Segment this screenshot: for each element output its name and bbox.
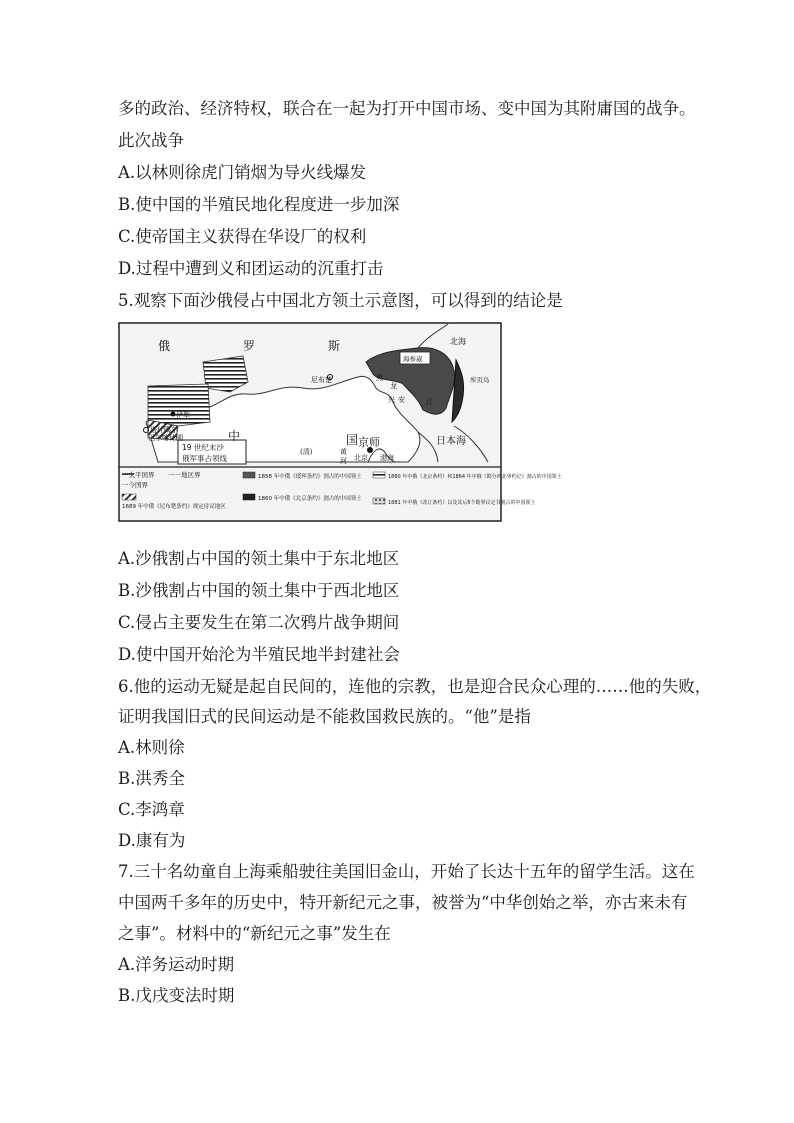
svg-text:一一地区界: 一一地区界 bbox=[168, 471, 201, 479]
map-label: 巴尔喀什湖 bbox=[148, 434, 183, 442]
map-label: 河 bbox=[340, 457, 347, 465]
option-d: D.使中国开始沦为半殖民地半封建社会 bbox=[118, 645, 400, 664]
map-label: 江 bbox=[426, 398, 433, 406]
svg-text:1689 年中俄《尼布楚条约》规定待议地区: 1689 年中俄《尼布楚条约》规定待议地区 bbox=[122, 504, 226, 510]
svg-text:1881 年中俄《改订条约》以及其后5个勘界议定书割占的中国: 1881 年中俄《改订条约》以及其后5个勘界议定书割占的中国领土 bbox=[388, 500, 536, 506]
map-label: 塔什噶尔 bbox=[150, 426, 178, 434]
map-label: 19 世纪末沙 bbox=[182, 443, 224, 452]
question-7: 7.三十名幼童自上海乘船驶往美国旧金山，开始了长达十五年的留学生活。这在 bbox=[118, 862, 695, 881]
option-a: A.沙俄割占中国的领土集中于东北地区 bbox=[118, 549, 400, 568]
map-label: 黑 bbox=[376, 374, 383, 382]
map-label: 黄 bbox=[340, 448, 347, 456]
option-a: A.以林则徐虎门销烟为导火线爆发 bbox=[118, 163, 367, 182]
svg-text:1860 年中俄《北京条约》和1864 年中俄《勘分西北界约: 1860 年中俄《北京条约》和1864 年中俄《勘分西北界约记》割占的中国领土 bbox=[388, 474, 562, 480]
option-b: B.洪秀全 bbox=[118, 769, 185, 788]
option-a: A.洋务运动时期 bbox=[118, 955, 235, 974]
map-label: 海参崴 bbox=[403, 355, 423, 363]
svg-text:1860 年中俄《北京条约》割占的中国领土: 1860 年中俄《北京条约》割占的中国领土 bbox=[258, 496, 362, 502]
option-d: D.过程中遭到义和团运动的沉重打击 bbox=[118, 259, 384, 278]
text-line: 中国两千多年的历史中，特开新纪元之事，被誉为“中华创始之举，亦古来未有 bbox=[118, 893, 688, 912]
map-label: 日本海 bbox=[436, 436, 466, 447]
question-5: 5.观察下面沙俄侵占中国北方领土示意图，可以得到的结论是 bbox=[118, 291, 563, 310]
map-label: 库页岛 bbox=[470, 376, 490, 384]
option-b: B.戊戌变法时期 bbox=[118, 986, 235, 1005]
text-line: 此次战争 bbox=[118, 131, 184, 150]
svg-text:一太平国界: 一太平国界 bbox=[122, 471, 155, 479]
map-label: 俄 bbox=[158, 339, 171, 353]
map-label: 渤海 bbox=[380, 454, 394, 462]
option-b: B.沙俄割占中国的领土集中于西北地区 bbox=[118, 581, 400, 600]
map-label: (清) bbox=[300, 448, 313, 456]
option-c: C.使帝国主义获得在华设厂的权利 bbox=[118, 227, 367, 246]
svg-text:1858 年中俄《瑷珲条约》割占的中国领土: 1858 年中俄《瑷珲条约》割占的中国领土 bbox=[258, 474, 362, 480]
map-label: 北京 bbox=[354, 454, 368, 462]
svg-text:一今国界: 一今国界 bbox=[122, 481, 148, 489]
option-d: D.康有为 bbox=[118, 831, 186, 850]
option-c: C.李鸿章 bbox=[118, 800, 185, 819]
text-line: 证明我国旧式的民间运动是不能救国救民族的。“他”是指 bbox=[118, 707, 531, 726]
text-line: 之事”。材料中的“新纪元之事”发生在 bbox=[118, 924, 391, 943]
map-label: 俄军事占领线 bbox=[182, 454, 227, 463]
question-6: 6.他的运动无疑是起自民间的，连他的宗教，也是迎合民众心理的……他的失败， bbox=[118, 677, 712, 696]
map-label: 京师 bbox=[358, 436, 380, 449]
map-label: 罗 bbox=[243, 339, 256, 353]
map-label: 斯 bbox=[328, 339, 341, 353]
map-label: 兴 bbox=[388, 396, 395, 404]
text-line: 多的政治、经济特权，联合在一起为打开中国市场、变中国为其附庸国的战争。 bbox=[118, 99, 696, 118]
map-label: 安 bbox=[398, 396, 405, 404]
option-b: B.使中国的半殖民地化程度进一步加深 bbox=[118, 195, 400, 214]
russia-invasion-map bbox=[118, 322, 562, 522]
map-label: 尼布楚 bbox=[311, 376, 332, 384]
option-a: A.林则徐 bbox=[118, 738, 185, 757]
map-label: 中 bbox=[228, 429, 241, 443]
map-label: 国 bbox=[346, 433, 359, 447]
map-label: 北海 bbox=[450, 337, 466, 346]
map-figure bbox=[118, 322, 562, 522]
option-c: C.侵占主要发生在第二次鸦片战争期间 bbox=[118, 613, 400, 632]
map-label: 龙 bbox=[390, 382, 397, 390]
map-label: 伊犁 bbox=[176, 411, 190, 419]
